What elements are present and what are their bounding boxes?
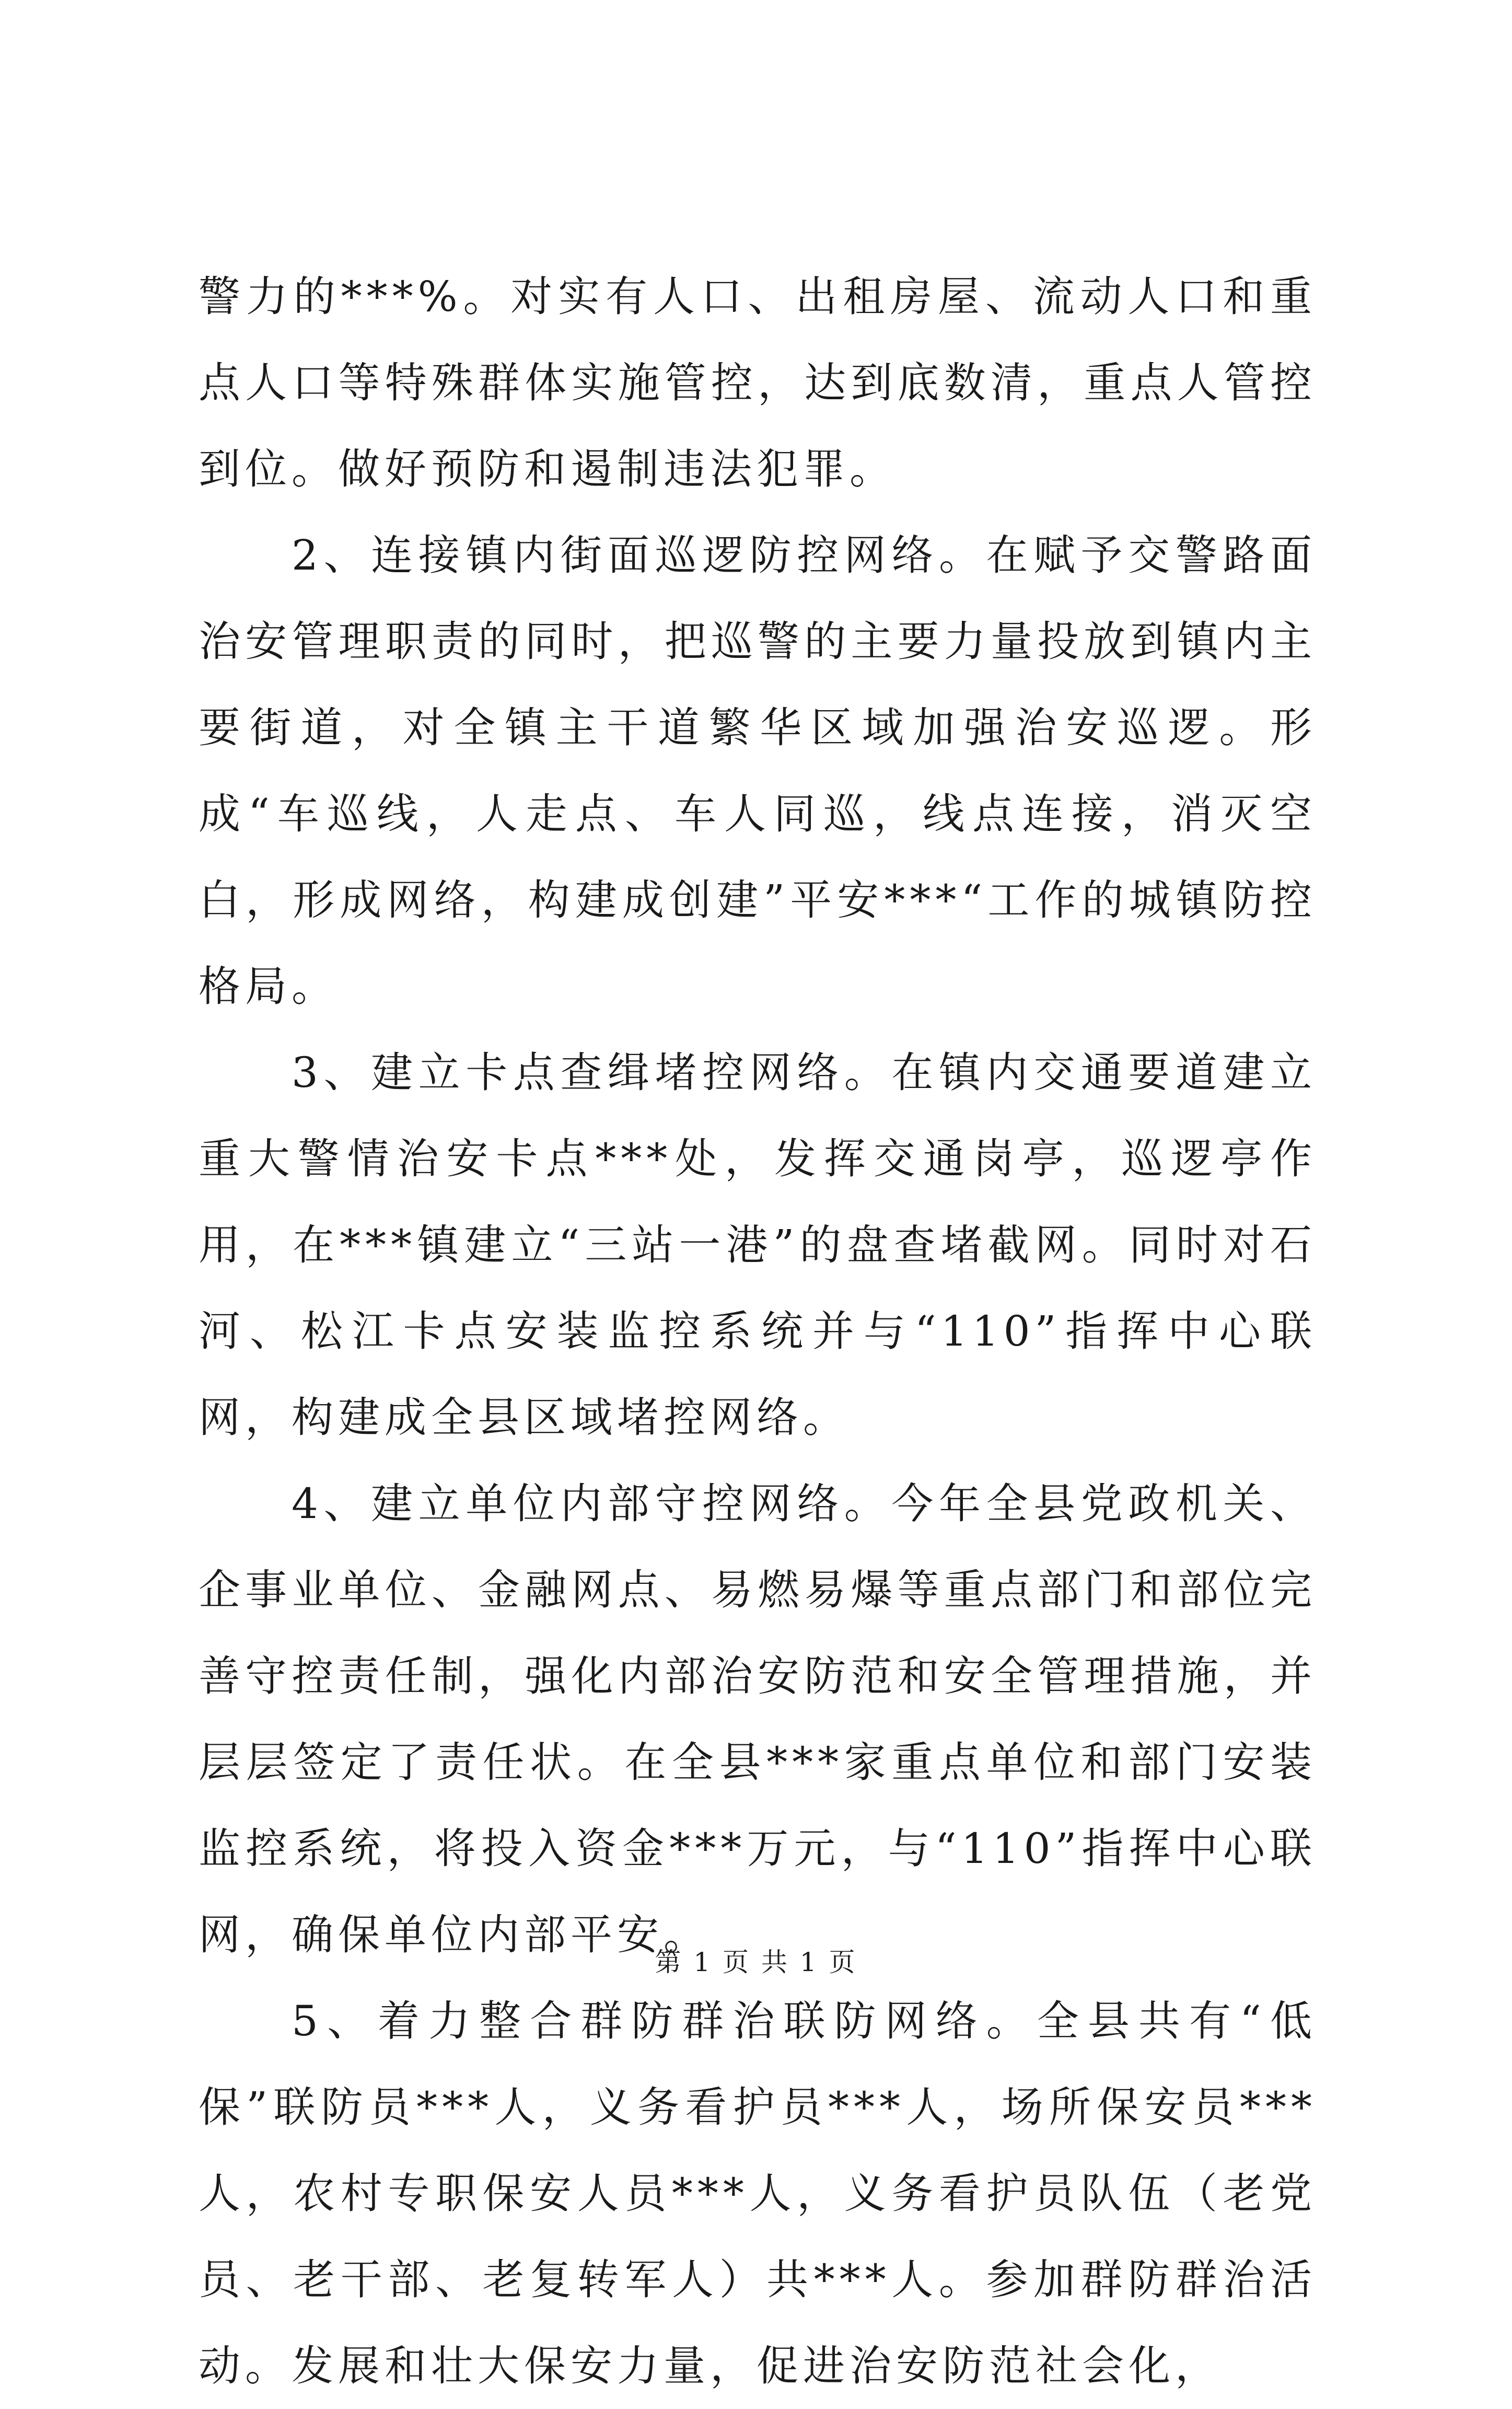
document-body: [199, 253, 1317, 2409]
page-footer: 第 1 页 共 1 页: [655, 1947, 857, 1977]
paragraph-item-5: 5、着力整合群防群治联防网络。全县共有“低保”联防员***人，义务看护员***人，场所保安员***人，农村专职保安人员***人，义务看护员队伍（老党员、老干部、老复转军人）共***人。参加群防群治活动。发展和壮大保安力量，促进治安防范社会化，: [199, 1997, 1317, 2390]
paragraph-item-3: 3、建立卡点查缉堵控网络。在镇内交通要道建立重大警情治安卡点***处，发挥交通岗亭，巡逻亭作用，在***镇建立“三站一港”的盘查堵截网。同时对石河、松江卡点安装监控系统并与“110”指挥中心联网，构建成全县区域堵控网络。: [199, 1048, 1317, 1442]
paragraph-continued: 警力的***%。对实有人口、出租房屋、流动人口和重点人口等特殊群体实施管控，达到底数清，重点人管控到位。做好预防和遏制违法犯罪。: [199, 272, 1317, 493]
paragraph-item-4: 4、建立单位内部守控网络。今年全县党政机关、企事业单位、金融网点、易燃易爆等重点部门和部位完善守控责任制，强化内部治安防范和安全管理措施，并层层签定了责任状。在全县***家重点单位和部门安装监控系统，将投入资金***万元，与“110”指挥中心联网，确保单位内部平安。: [199, 1479, 1317, 1959]
paragraph-item-2: 2、连接镇内街面巡逻防控网络。在赋予交警路面治安管理职责的同时，把巡警的主要力量投放到镇内主要街道，对全镇主干道繁华区域加强治安巡逻。形成“车巡线，人走点、车人同巡，线点连接，消灭空白，形成网络，构建成创建”平安***“工作的城镇防控格局。: [199, 531, 1317, 1011]
